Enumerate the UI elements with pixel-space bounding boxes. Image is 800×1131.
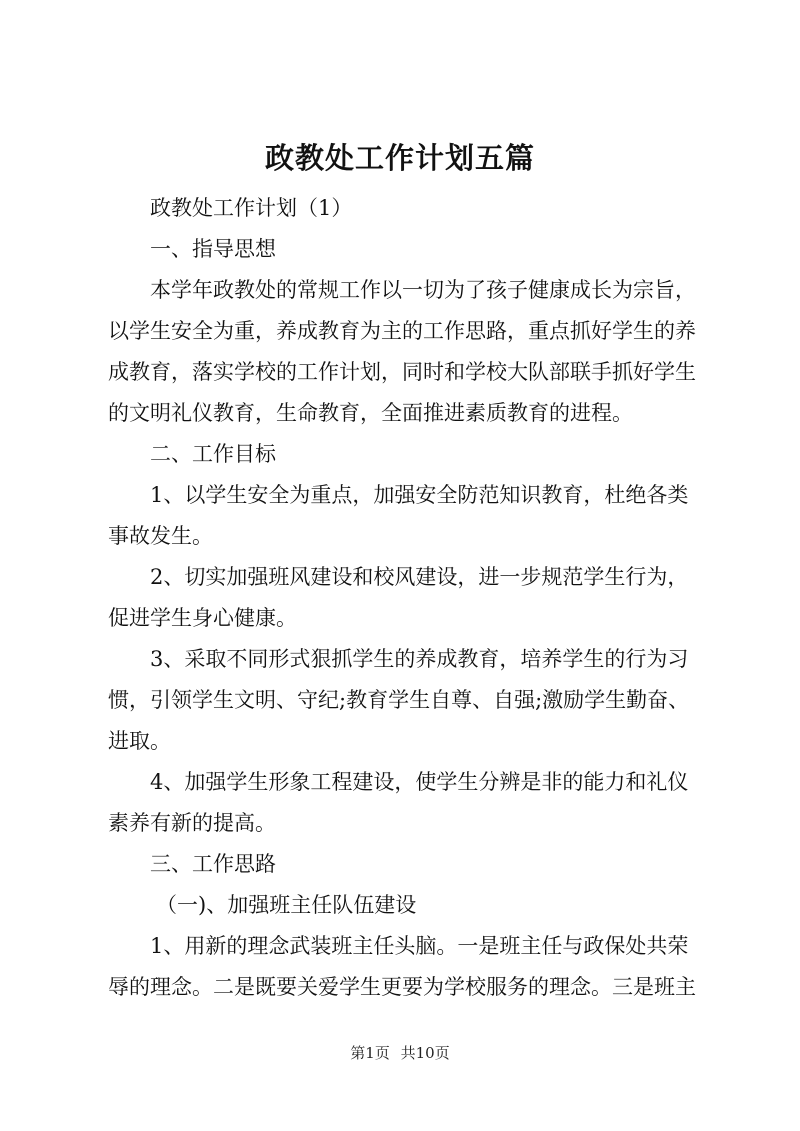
document-title: 政教处工作计划五篇	[264, 141, 535, 175]
section-heading: 二、工作目标	[150, 442, 276, 466]
paragraph-line: 促进学生身心健康。	[108, 606, 297, 630]
page-total: 共10页	[400, 1044, 450, 1062]
page-footer	[0, 1043, 800, 1063]
paragraph-line: 1、以学生安全为重点，加强安全防范知识教育，杜绝各类	[150, 483, 689, 507]
paragraph-line: 的文明礼仪教育，生命教育，全面推进素质教育的进程。	[108, 401, 633, 425]
section-heading: 三、工作思路	[150, 852, 276, 876]
paragraph-line: 本学年政教处的常规工作以一切为了孩子健康成长为宗旨，	[150, 278, 696, 302]
paragraph-line: 惯，引领学生文明、守纪;教育学生自尊、自强;激励学生勤奋、	[108, 688, 690, 712]
subsection-heading: （一)、加强班主任队伍建设	[156, 893, 417, 917]
page-number: 第1页	[350, 1044, 390, 1062]
section-heading: 政教处工作计划（1）	[150, 196, 353, 220]
paragraph-line: 以学生安全为重，养成教育为主的工作思路，重点抓好学生的养	[108, 319, 696, 343]
section-heading: 一、指导思想	[150, 237, 276, 261]
paragraph-line: 3、采取不同形式狠抓学生的养成教育，培养学生的行为习	[150, 647, 689, 671]
paragraph-line: 素养有新的提高。	[108, 811, 276, 835]
paragraph-line: 事故发生。	[108, 524, 213, 548]
paragraph-line: 成教育，落实学校的工作计划，同时和学校大队部联手抓好学生	[108, 360, 696, 384]
paragraph-line: 进取。	[108, 729, 171, 753]
paragraph-line: 4、加强学生形象工程建设，使学生分辨是非的能力和礼仪	[150, 770, 689, 794]
paragraph-line: 辱的理念。二是既要关爱学生更要为学校服务的理念。三是班主	[108, 975, 696, 999]
document-body	[108, 188, 708, 1008]
paragraph-line: 2、切实加强班风建设和校风建设，进一步规范学生行为，	[150, 565, 689, 589]
paragraph-line: 1、用新的理念武装班主任头脑。一是班主任与政保处共荣	[150, 934, 689, 958]
